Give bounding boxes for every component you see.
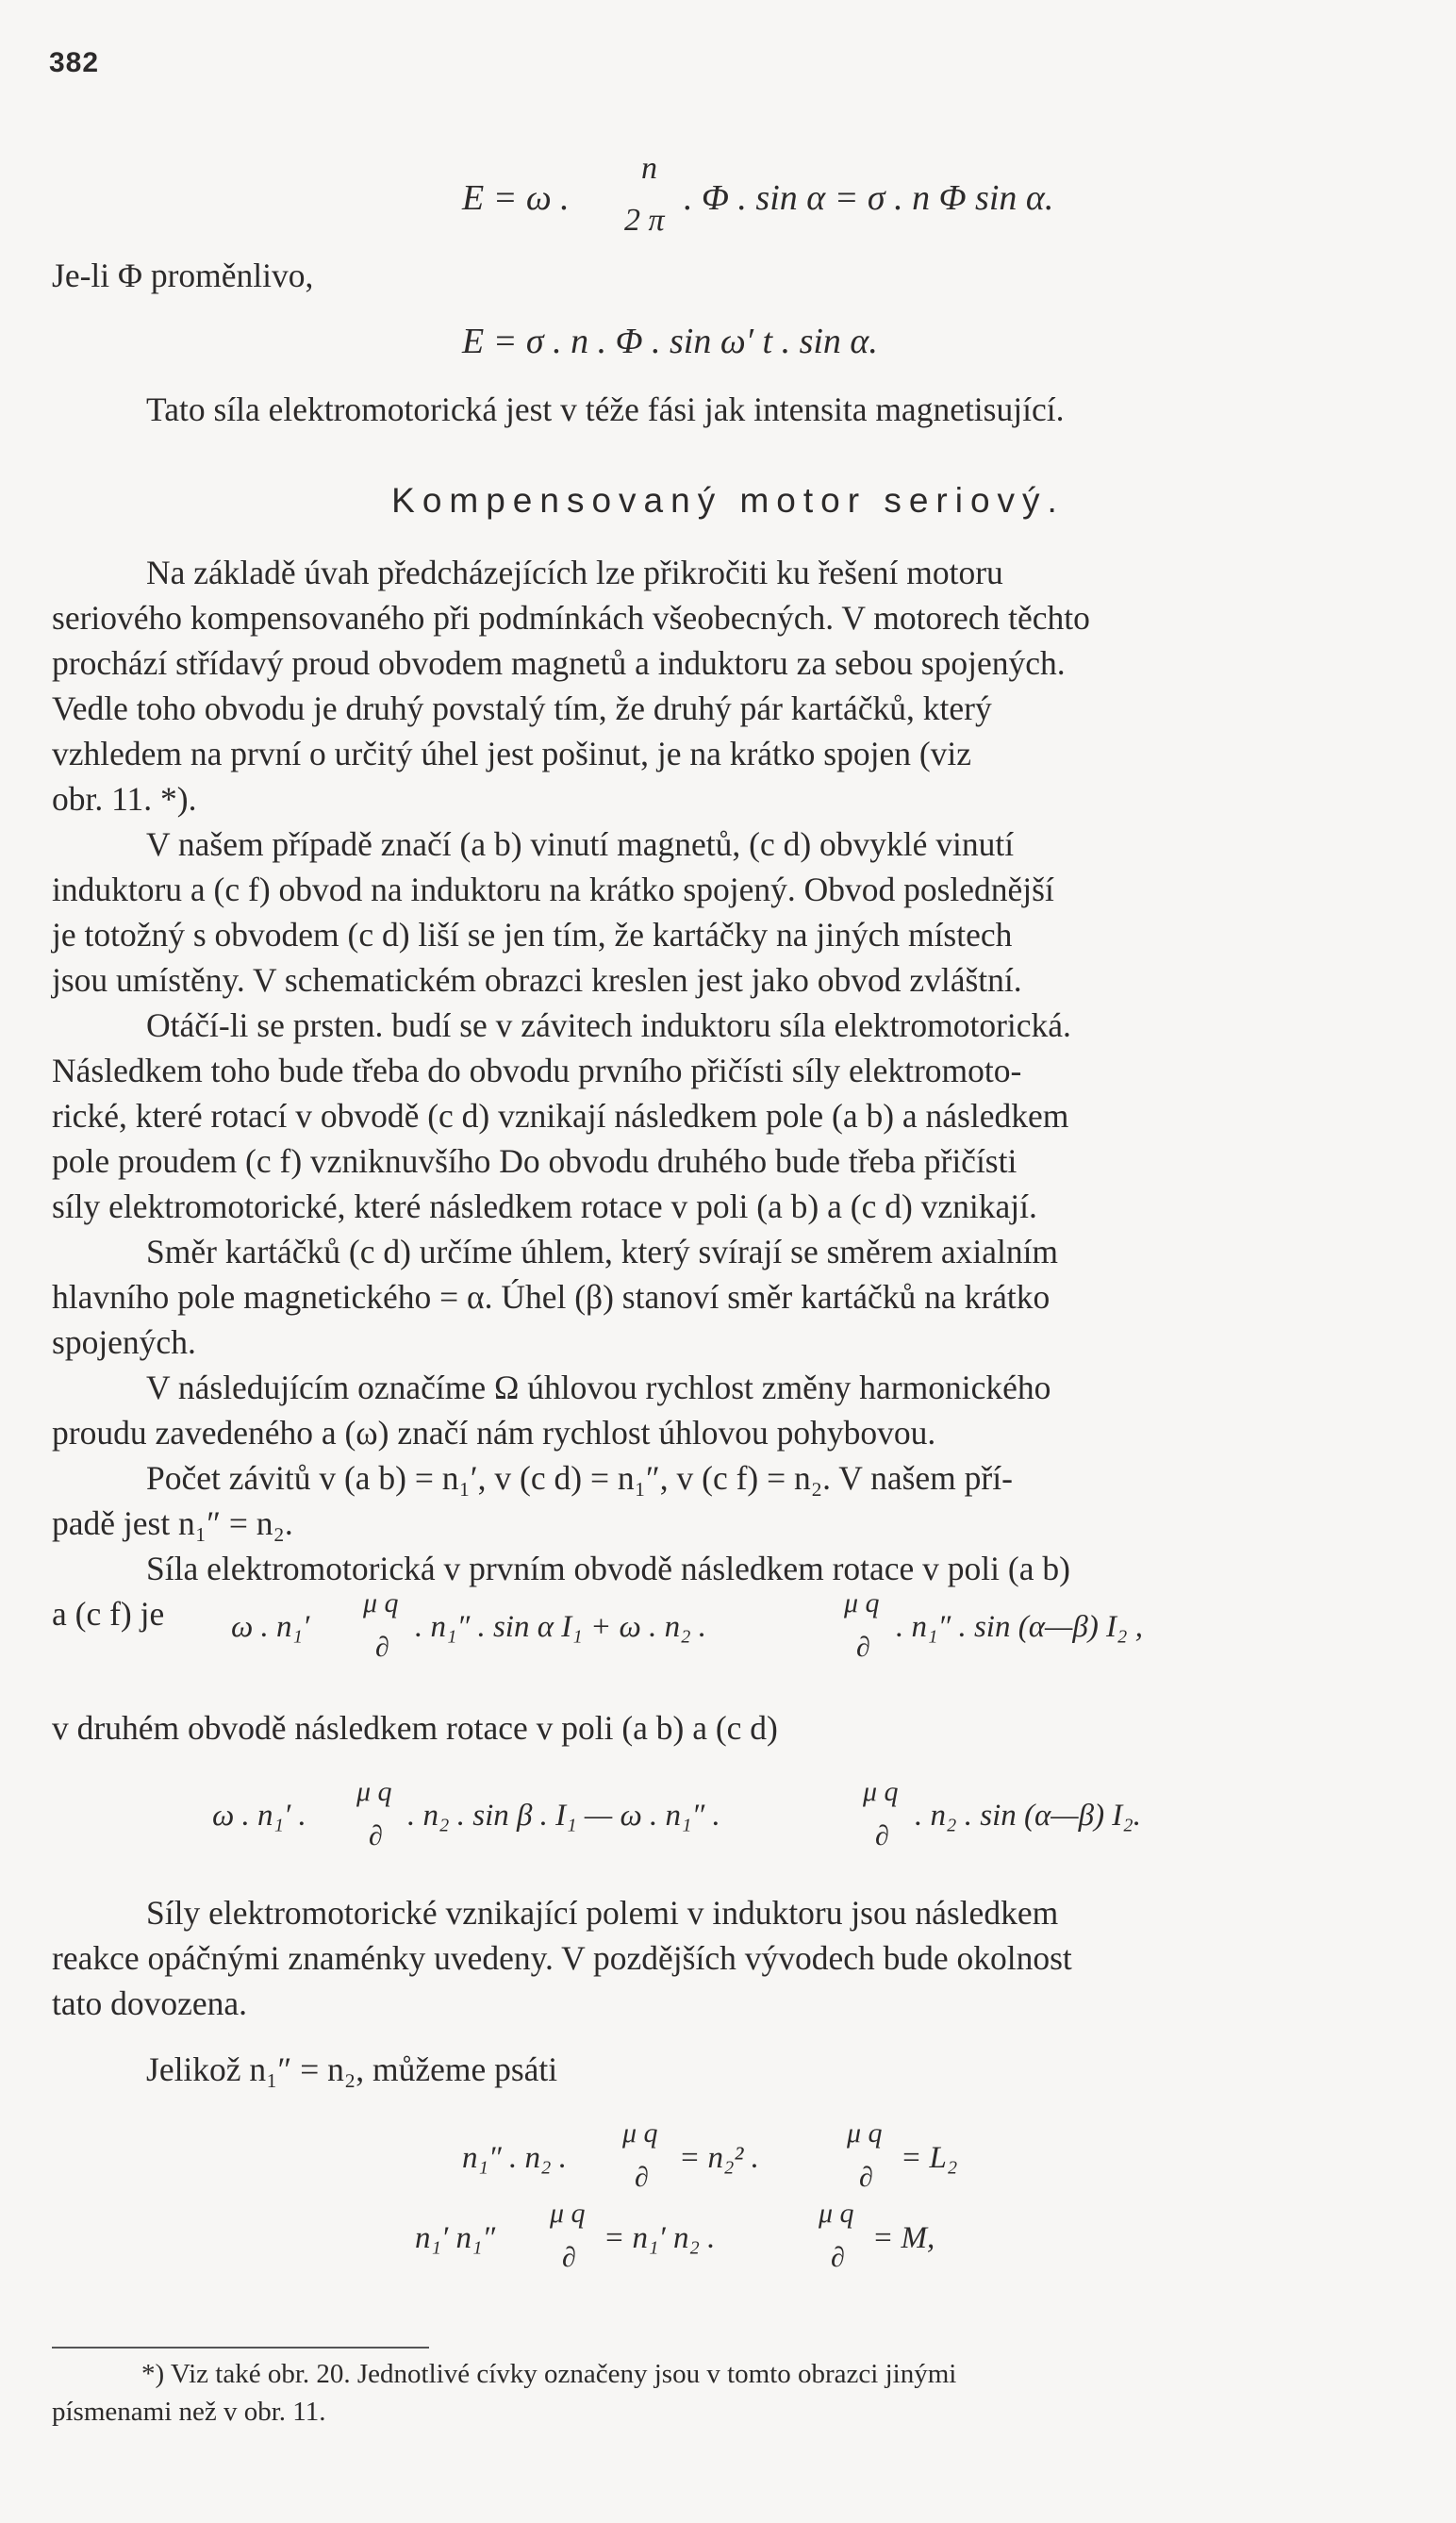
equation-6-mid: = n₁′ n₂ . [604,2221,716,2255]
text-line: Následkem toho bude třeba do obvodu prvního přičísti síly elektromoto- [52,1052,1022,1089]
text-line: V našem případě značí (a b) vinutí magnetů, (c d) obvyklé vinutí [146,825,1015,863]
equation-1-rhs: . Φ . sin α = σ . n Φ sin α. [684,178,1054,218]
equation-6-left: n₁′ n₁″ [415,2221,496,2255]
text-line: je totožný s obvodem (c d) liší se jen tím, že kartáčky na jiných místech [52,916,1013,954]
text-line: tato dovozena. [52,1984,248,2022]
text-line: induktoru a (c f) obvod na induktoru na krátko spojený. Obvod poslednější [52,871,1054,908]
equation-1-lhs: E = ω . [462,178,570,218]
equation-4-part3: . n₂ . sin (α—β) I₂. [915,1799,1142,1833]
equation-3-fraction-b-den: ∂ [856,1632,870,1663]
equation-3-fraction-a-den: ∂ [375,1632,389,1663]
text-line: síly elektromotorické, které následkem rotace v poli (a b) a (c d) vznikají. [52,1187,1037,1225]
text-line: V následujícím označíme Ω úhlovou rychlost změny harmonického [146,1369,1051,1406]
equation-4-fraction-b-num: μ q [863,1776,899,1807]
footnote-divider [52,2347,429,2349]
text-line: Síla elektromotorická v prvním obvodě následkem rotace v poli (a b) [146,1550,1070,1587]
since-line: Jelikož n₁″ = n₂, můžeme psáti [146,2050,558,2088]
equation-3-part2: . n₁″ . sin α I₁ + ω . n₂ . [415,1610,707,1644]
text-line: seriového kompensovaného při podmínkách všeobecných. V motorech těchto [52,599,1090,637]
text-line: Síly elektromotorické vznikající polemi v induktoru jsou následkem [146,1894,1059,1932]
second-circuit-line: v druhém obvodě následkem rotace v poli (a b) a (c d) [52,1709,778,1747]
text-line: hlavního pole magnetického = α. Úhel (β) stanoví směr kartáčků na krátko [52,1278,1051,1316]
footnote [52,2355,1410,2431]
equation-6-fraction-b-den: ∂ [831,2242,845,2273]
equation-4-part1: ω . n₁′ . [212,1799,306,1833]
equation-5-fraction-a-den: ∂ [635,2162,649,2193]
phase-sentence: Tato síla elektromotorická jest v téže fási jak intensita magnetisující. [146,390,1065,428]
condition-line: Je-li Φ proměnlivo, [52,257,314,294]
equation-5-left: n₁″ . n₂ . [462,2141,567,2175]
section-heading: Kompensovaný motor seriový. [391,481,1065,520]
text-line: a (c f) je [52,1595,165,1633]
equation-5-fraction-a-num: μ q [622,2117,658,2149]
text-line: obr. 11. *). [52,780,197,818]
equation-6-fraction-b-num: μ q [819,2198,854,2229]
equation-4-fraction-a-num: μ q [356,1776,392,1807]
equation-6-right: = M, [872,2221,935,2255]
equation-4-fraction-b-den: ∂ [875,1820,889,1851]
equation-5-fraction-b-num: μ q [847,2117,883,2149]
text-line: Vedle toho obvodu je druhý povstalý tím, že druhý pár kartáčků, který [52,689,992,727]
text-line: prochází střídavý proud obvodem magnetů a induktoru za sebou spojených. [52,644,1066,682]
text-line: pole proudem (c f) vzniknuvšího Do obvodu druhého bude třeba přičísti [52,1142,1018,1180]
text-line: Otáčí-li se prsten. budí se v závitech induktoru síla elektromotorická. [146,1006,1071,1044]
equation-2: E = σ . n . Φ . sin ω′ t . sin α. [462,322,878,361]
reaction-paragraph [52,1890,1410,2026]
equation-3-part3: . n₁″ . sin (α—β) I₂ , [896,1610,1144,1644]
equation-1-numerator: n [641,151,657,186]
equation-1-denominator: 2 π [624,203,665,238]
text-line: vzhledem na první o určitý úhel jest pošinut, je na krátko spojen (viz [52,735,972,772]
text-line: Počet závitů v (a b) = n₁′, v (c d) = n₁″, v (c f) = n₂. V našem pří- [146,1459,1013,1497]
text-line: spojených. [52,1323,196,1361]
page-number: 382 [49,47,100,78]
equation-3-fraction-b-num: μ q [844,1587,880,1618]
body-text [52,550,1410,1636]
text-line: Na základě úvah předcházejících lze přikročiti ku řešení motoru [146,554,1003,591]
equation-5-mid: = n₂² . [679,2141,759,2175]
text-line: jsou umístěny. V schematickém obrazci kreslen jest jako obvod zvláštní. [52,961,1022,999]
text-line: padě jest n₁″ = n₂. [52,1504,293,1542]
text-line: rické, které rotací v obvodě (c d) vznikají následkem pole (a b) a následkem [52,1097,1069,1135]
equation-3-part1: ω . n₁′ [231,1610,310,1644]
footnote-line: písmenami než v obr. 11. [52,2397,326,2427]
footnote-line: *) Viz také obr. 20. Jednotlivé cívky označeny jsou v tomto obrazci jinými [141,2359,957,2389]
text-line: proudu zavedeného a (ω) značí nám rychlost úhlovou pohybovou. [52,1414,936,1452]
text-line: reakce opáčnými znaménky uvedeny. V pozdějších vývodech bude okolnost [52,1939,1072,1977]
equation-4-fraction-a-den: ∂ [369,1820,383,1851]
equation-5-right: = L₂ [901,2141,958,2175]
equation-6-fraction-a-num: μ q [550,2198,586,2229]
equation-5-fraction-b-den: ∂ [859,2162,873,2193]
equation-4-part2: . n₂ . sin β . I₁ — ω . n₁″ . [407,1799,720,1833]
equation-6-fraction-a-den: ∂ [562,2242,576,2273]
equation-3-fraction-a-num: μ q [363,1587,399,1618]
text-line: Směr kartáčků (c d) určíme úhlem, který svírají se směrem axialním [146,1233,1059,1270]
